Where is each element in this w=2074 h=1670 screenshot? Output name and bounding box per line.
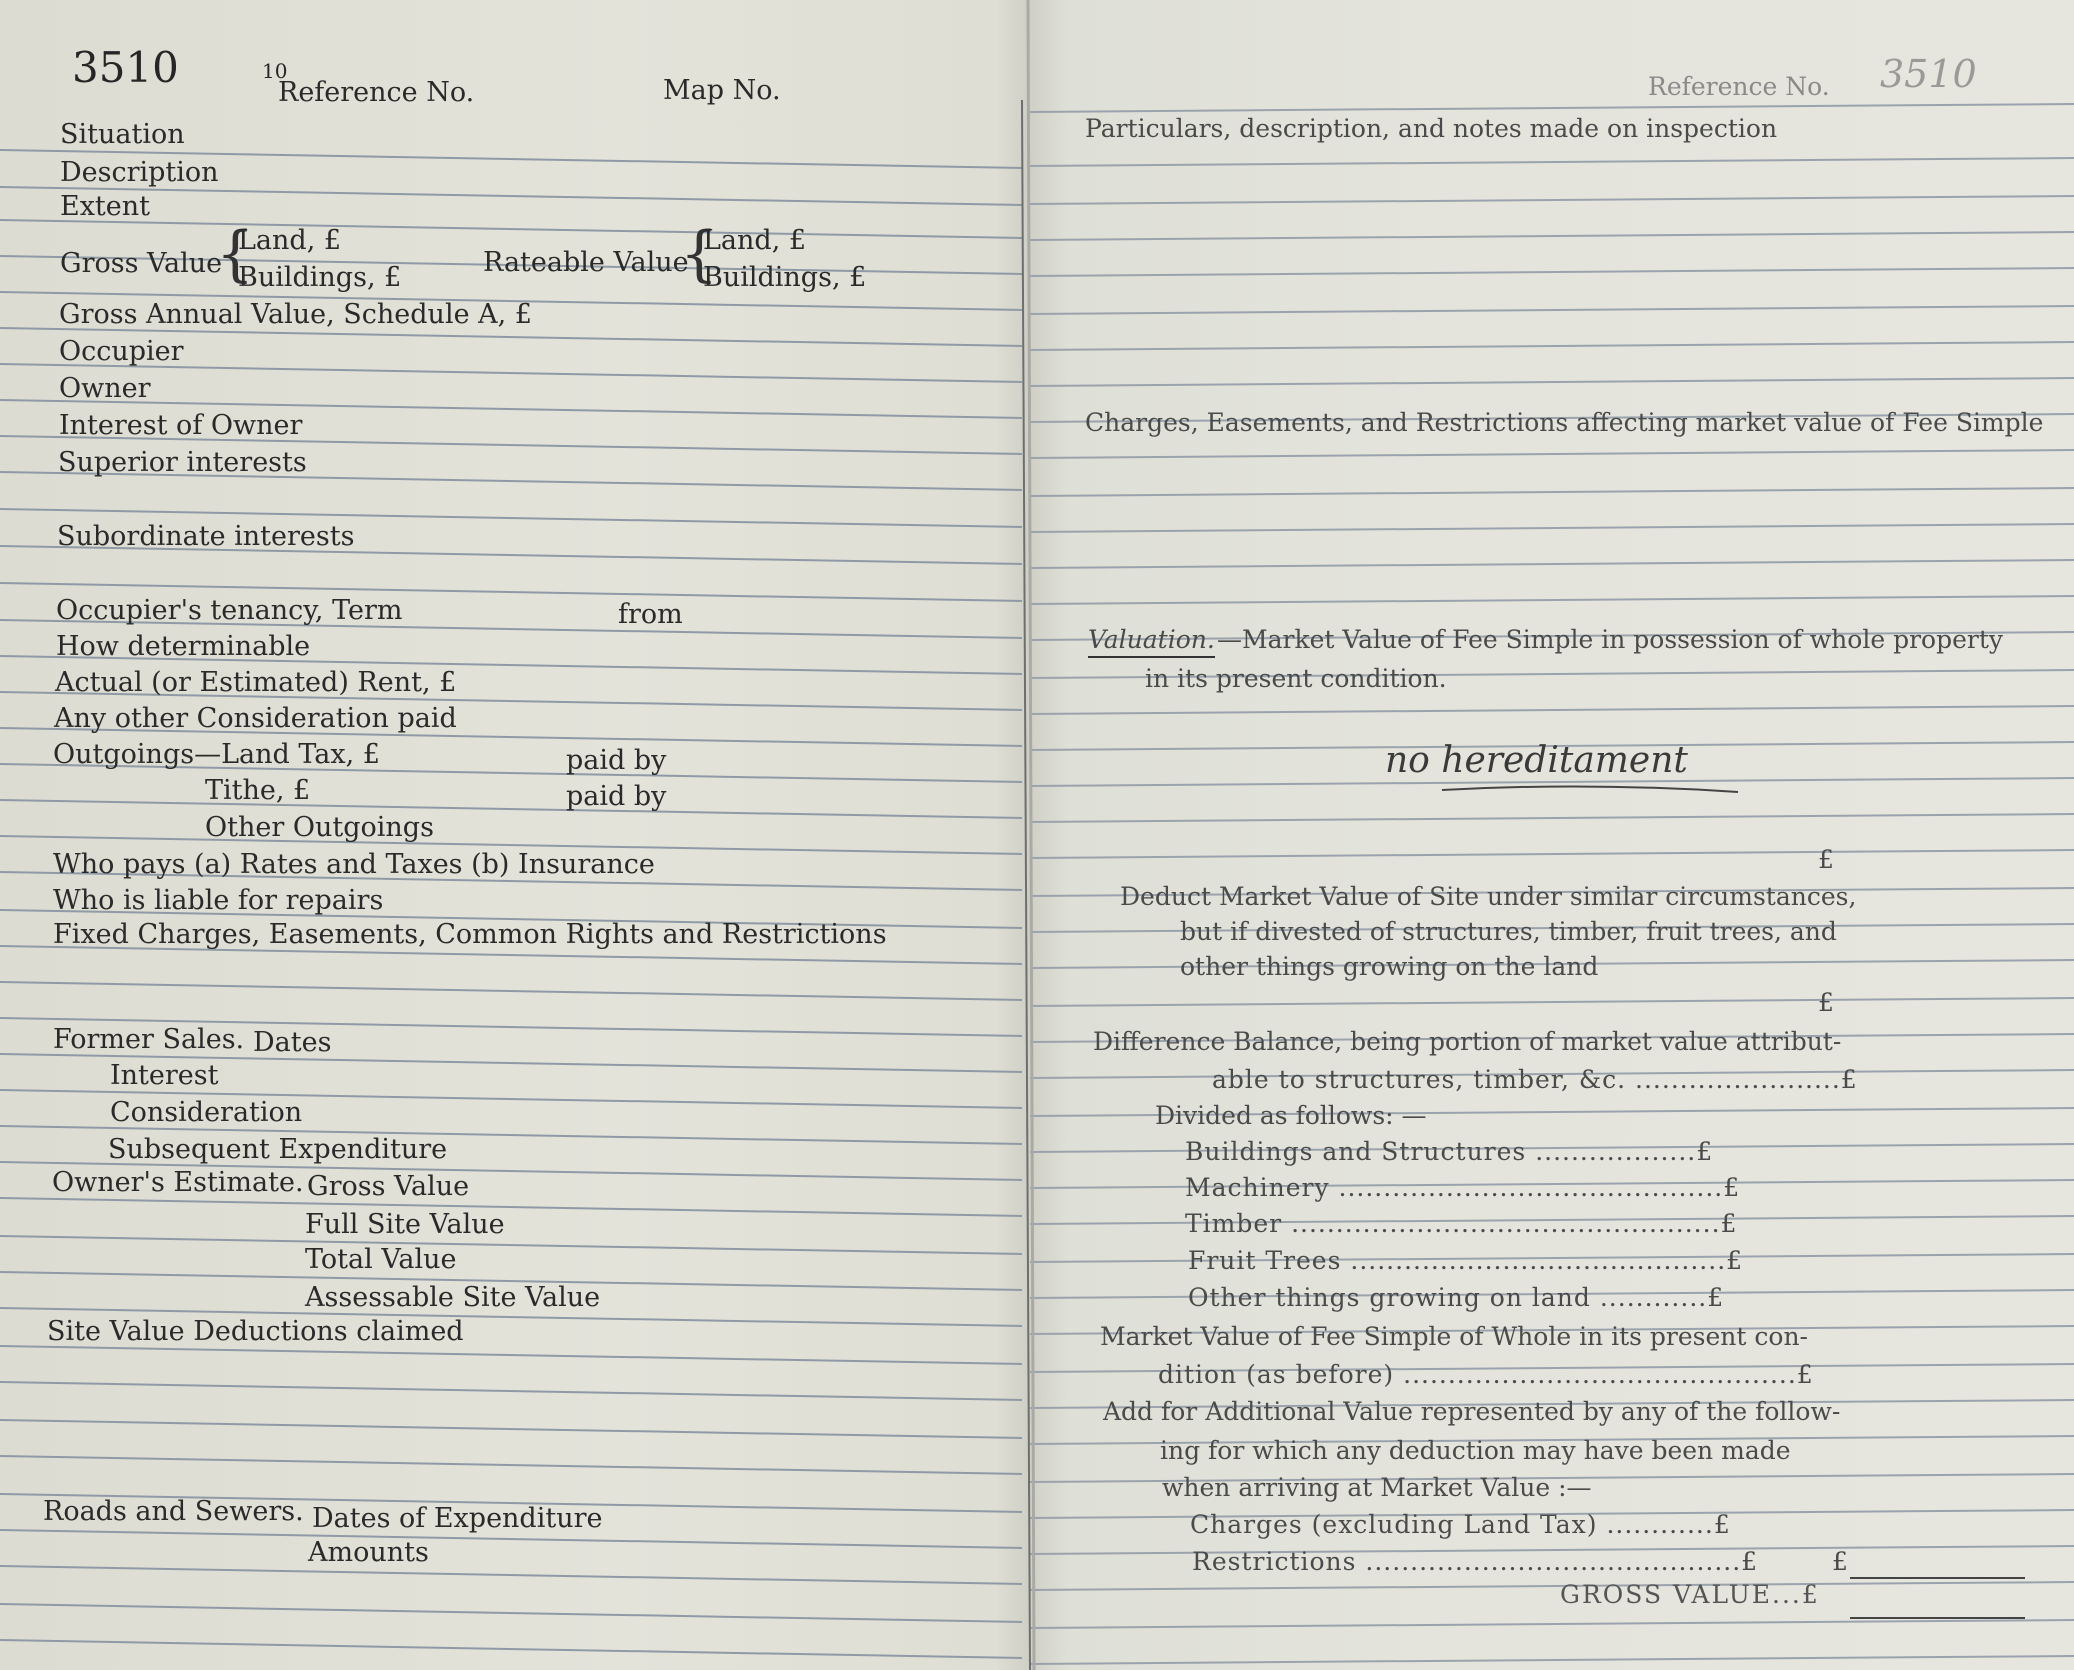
rule-line-right <box>1030 1620 2074 1628</box>
rule-line-left <box>0 1198 1022 1216</box>
rule-line-right <box>1030 1656 2074 1664</box>
rule-line-right <box>1030 814 2074 822</box>
field-rateable-value: Rateable Value <box>483 247 689 278</box>
field-interest-owner: Interest of Owner <box>59 410 303 441</box>
rule-line-right <box>1030 342 2074 350</box>
field-consideration: Consideration <box>110 1097 303 1128</box>
charges-excluding-land-tax: Charges (excluding Land Tax) ............£ <box>1190 1510 1731 1539</box>
map-label: Map No. <box>663 75 781 106</box>
rule-line-left <box>0 1456 1022 1474</box>
field-repairs: Who is liable for repairs <box>53 885 384 916</box>
rule-line-left <box>0 1346 1022 1364</box>
deduct-line-1: Deduct Market Value of Site under similar circumstances, <box>1120 882 1857 911</box>
timber: Timber ................................................£ <box>1185 1209 1738 1238</box>
rule-line-right <box>1030 850 2074 858</box>
field-gross-annual: Gross Annual Value, Schedule A, £ <box>59 299 532 330</box>
add-line-1: Add for Additional Value represented by any of the follow- <box>1103 1397 1841 1426</box>
difference-line-2: able to structures, timber, &c. .......................£ <box>1212 1065 1858 1094</box>
field-interest: Interest <box>110 1060 219 1091</box>
valuation-text-2: in its present condition. <box>1145 664 1447 693</box>
field-dates-expenditure: Dates of Expenditure <box>312 1503 603 1534</box>
right-reference-number: 3510 <box>1880 52 1977 96</box>
field-gross-land: Land, £ <box>238 225 342 256</box>
field-occupier: Occupier <box>59 336 184 367</box>
field-amounts: Amounts <box>308 1537 429 1568</box>
field-owners-estimate: Owner's Estimate. <box>52 1167 304 1198</box>
field-dates: Dates <box>253 1027 332 1058</box>
gross-value-total: GROSS VALUE...£ <box>1560 1580 1820 1609</box>
rule-line-right <box>1030 306 2074 314</box>
rule-line-right <box>1030 488 2074 496</box>
pound-3: £ <box>1832 1547 1848 1576</box>
field-gross-buildings: Buildings, £ <box>238 262 402 293</box>
rule-line-right <box>1030 998 2074 1006</box>
field-determinable: How determinable <box>56 631 311 662</box>
rule-line-right <box>1030 1582 2074 1590</box>
rule-line-right <box>1030 232 2074 240</box>
field-former-sales: Former Sales. <box>53 1024 245 1055</box>
reference-number: 3510 <box>72 43 179 92</box>
valuation-label: Valuation. <box>1088 625 1215 655</box>
difference-line-1: Difference Balance, being portion of market value attribut- <box>1093 1027 1842 1056</box>
machinery: Machinery ...........................................£ <box>1185 1173 1741 1202</box>
rule-line-right <box>1030 104 2074 112</box>
other-things-growing: Other things growing on land ............£ <box>1188 1283 1725 1312</box>
rule-line-left <box>0 982 1022 1000</box>
field-superior: Superior interests <box>58 447 307 478</box>
field-extent: Extent <box>60 191 151 222</box>
rule-line-right <box>1030 524 2074 532</box>
rule-line-right <box>1030 158 2074 166</box>
field-rateable-land: Land, £ <box>703 225 807 256</box>
field-description: Description <box>60 157 219 188</box>
brace-rateable: { <box>680 219 719 289</box>
field-rateable-buildings: Buildings, £ <box>703 262 867 293</box>
reference-label: Reference No. <box>278 77 475 108</box>
reference-mark: 10 <box>262 59 288 83</box>
field-from: from <box>618 599 683 630</box>
rule-line-left <box>0 220 1022 238</box>
right-reference-label: Reference No. <box>1648 72 1830 101</box>
field-paid-by-1: paid by <box>566 745 667 776</box>
rule-line-left <box>0 1566 1022 1584</box>
rule-line-right <box>1030 378 2074 386</box>
field-deductions: Site Value Deductions claimed <box>47 1316 464 1347</box>
charges-heading: Charges, Easements, and Restrictions affecting market value of Fee Simple <box>1085 408 2044 437</box>
rule-line-left <box>0 800 1022 818</box>
rule-line-right <box>1030 196 2074 204</box>
field-est-full-site: Full Site Value <box>305 1209 505 1240</box>
restrictions: Restrictions ..........................................£ <box>1192 1547 1759 1576</box>
field-roads: Roads and Sewers. <box>43 1496 304 1527</box>
pound-1: £ <box>1818 845 1834 874</box>
field-other-outgoings: Other Outgoings <box>205 812 434 843</box>
divided-as-follows: Divided as follows: — <box>1155 1101 1427 1130</box>
pound-2: £ <box>1818 988 1834 1017</box>
deduct-line-2: but if divested of structures, timber, fruit trees, and <box>1180 917 1837 946</box>
field-est-total: Total Value <box>305 1244 457 1275</box>
add-line-3: when arriving at Market Value :— <box>1162 1473 1592 1502</box>
add-line-2: ing for which any deduction may have been made <box>1160 1436 1791 1465</box>
rule-line-left <box>0 1420 1022 1438</box>
handwritten-no-hereditament: no hereditament <box>1385 740 1688 781</box>
rule-line-left <box>0 187 1022 205</box>
rule-line-left <box>0 1640 1022 1658</box>
field-subordinate: Subordinate interests <box>57 521 355 552</box>
rule-line-left <box>0 1382 1022 1400</box>
field-who-pays: Who pays (a) Rates and Taxes (b) Insurance <box>53 849 655 880</box>
signature-underline <box>1440 780 1740 800</box>
fruit-trees: Fruit Trees ..........................................£ <box>1188 1246 1744 1275</box>
rule-line-right <box>1030 560 2074 568</box>
field-owner: Owner <box>59 373 151 404</box>
field-gross-value: Gross Value <box>60 248 223 279</box>
field-consideration-paid: Any other Consideration paid <box>54 703 457 734</box>
field-situation: Situation <box>60 119 185 150</box>
rule-line-left <box>0 1236 1022 1254</box>
field-est-assessable: Assessable Site Value <box>305 1282 601 1313</box>
rule-line-right <box>1030 268 2074 276</box>
rule-line-right <box>1030 706 2074 714</box>
deduct-line-3: other things growing on the land <box>1180 952 1599 981</box>
buildings-structures: Buildings and Structures ..................£ <box>1185 1137 1714 1166</box>
brace-gross: { <box>216 219 255 289</box>
rule-line-right <box>1030 596 2074 604</box>
field-fixed-charges: Fixed Charges, Easements, Common Rights and Restrictions <box>53 919 887 950</box>
field-outgoings: Outgoings—Land Tax, £ <box>53 739 380 770</box>
field-est-gross: Gross Value <box>307 1171 470 1202</box>
field-rent: Actual (or Estimated) Rent, £ <box>55 667 457 698</box>
field-tenancy: Occupier's tenancy, Term <box>56 595 403 626</box>
particulars-heading: Particulars, description, and notes made on inspection <box>1085 114 1778 143</box>
field-paid-by-2: paid by <box>566 781 667 812</box>
valuation-text-1: —Market Value of Fee Simple in possession of whole property <box>1217 625 2003 654</box>
market-whole-line-2: dition (as before) ............................................£ <box>1158 1360 1814 1389</box>
field-subsequent: Subsequent Expenditure <box>108 1134 448 1165</box>
rule-line-left <box>0 1604 1022 1622</box>
market-whole-line-1: Market Value of Fee Simple of Whole in its present con- <box>1100 1322 1808 1351</box>
rule-line-right <box>1030 450 2074 458</box>
field-tithe: Tithe, £ <box>205 775 311 806</box>
